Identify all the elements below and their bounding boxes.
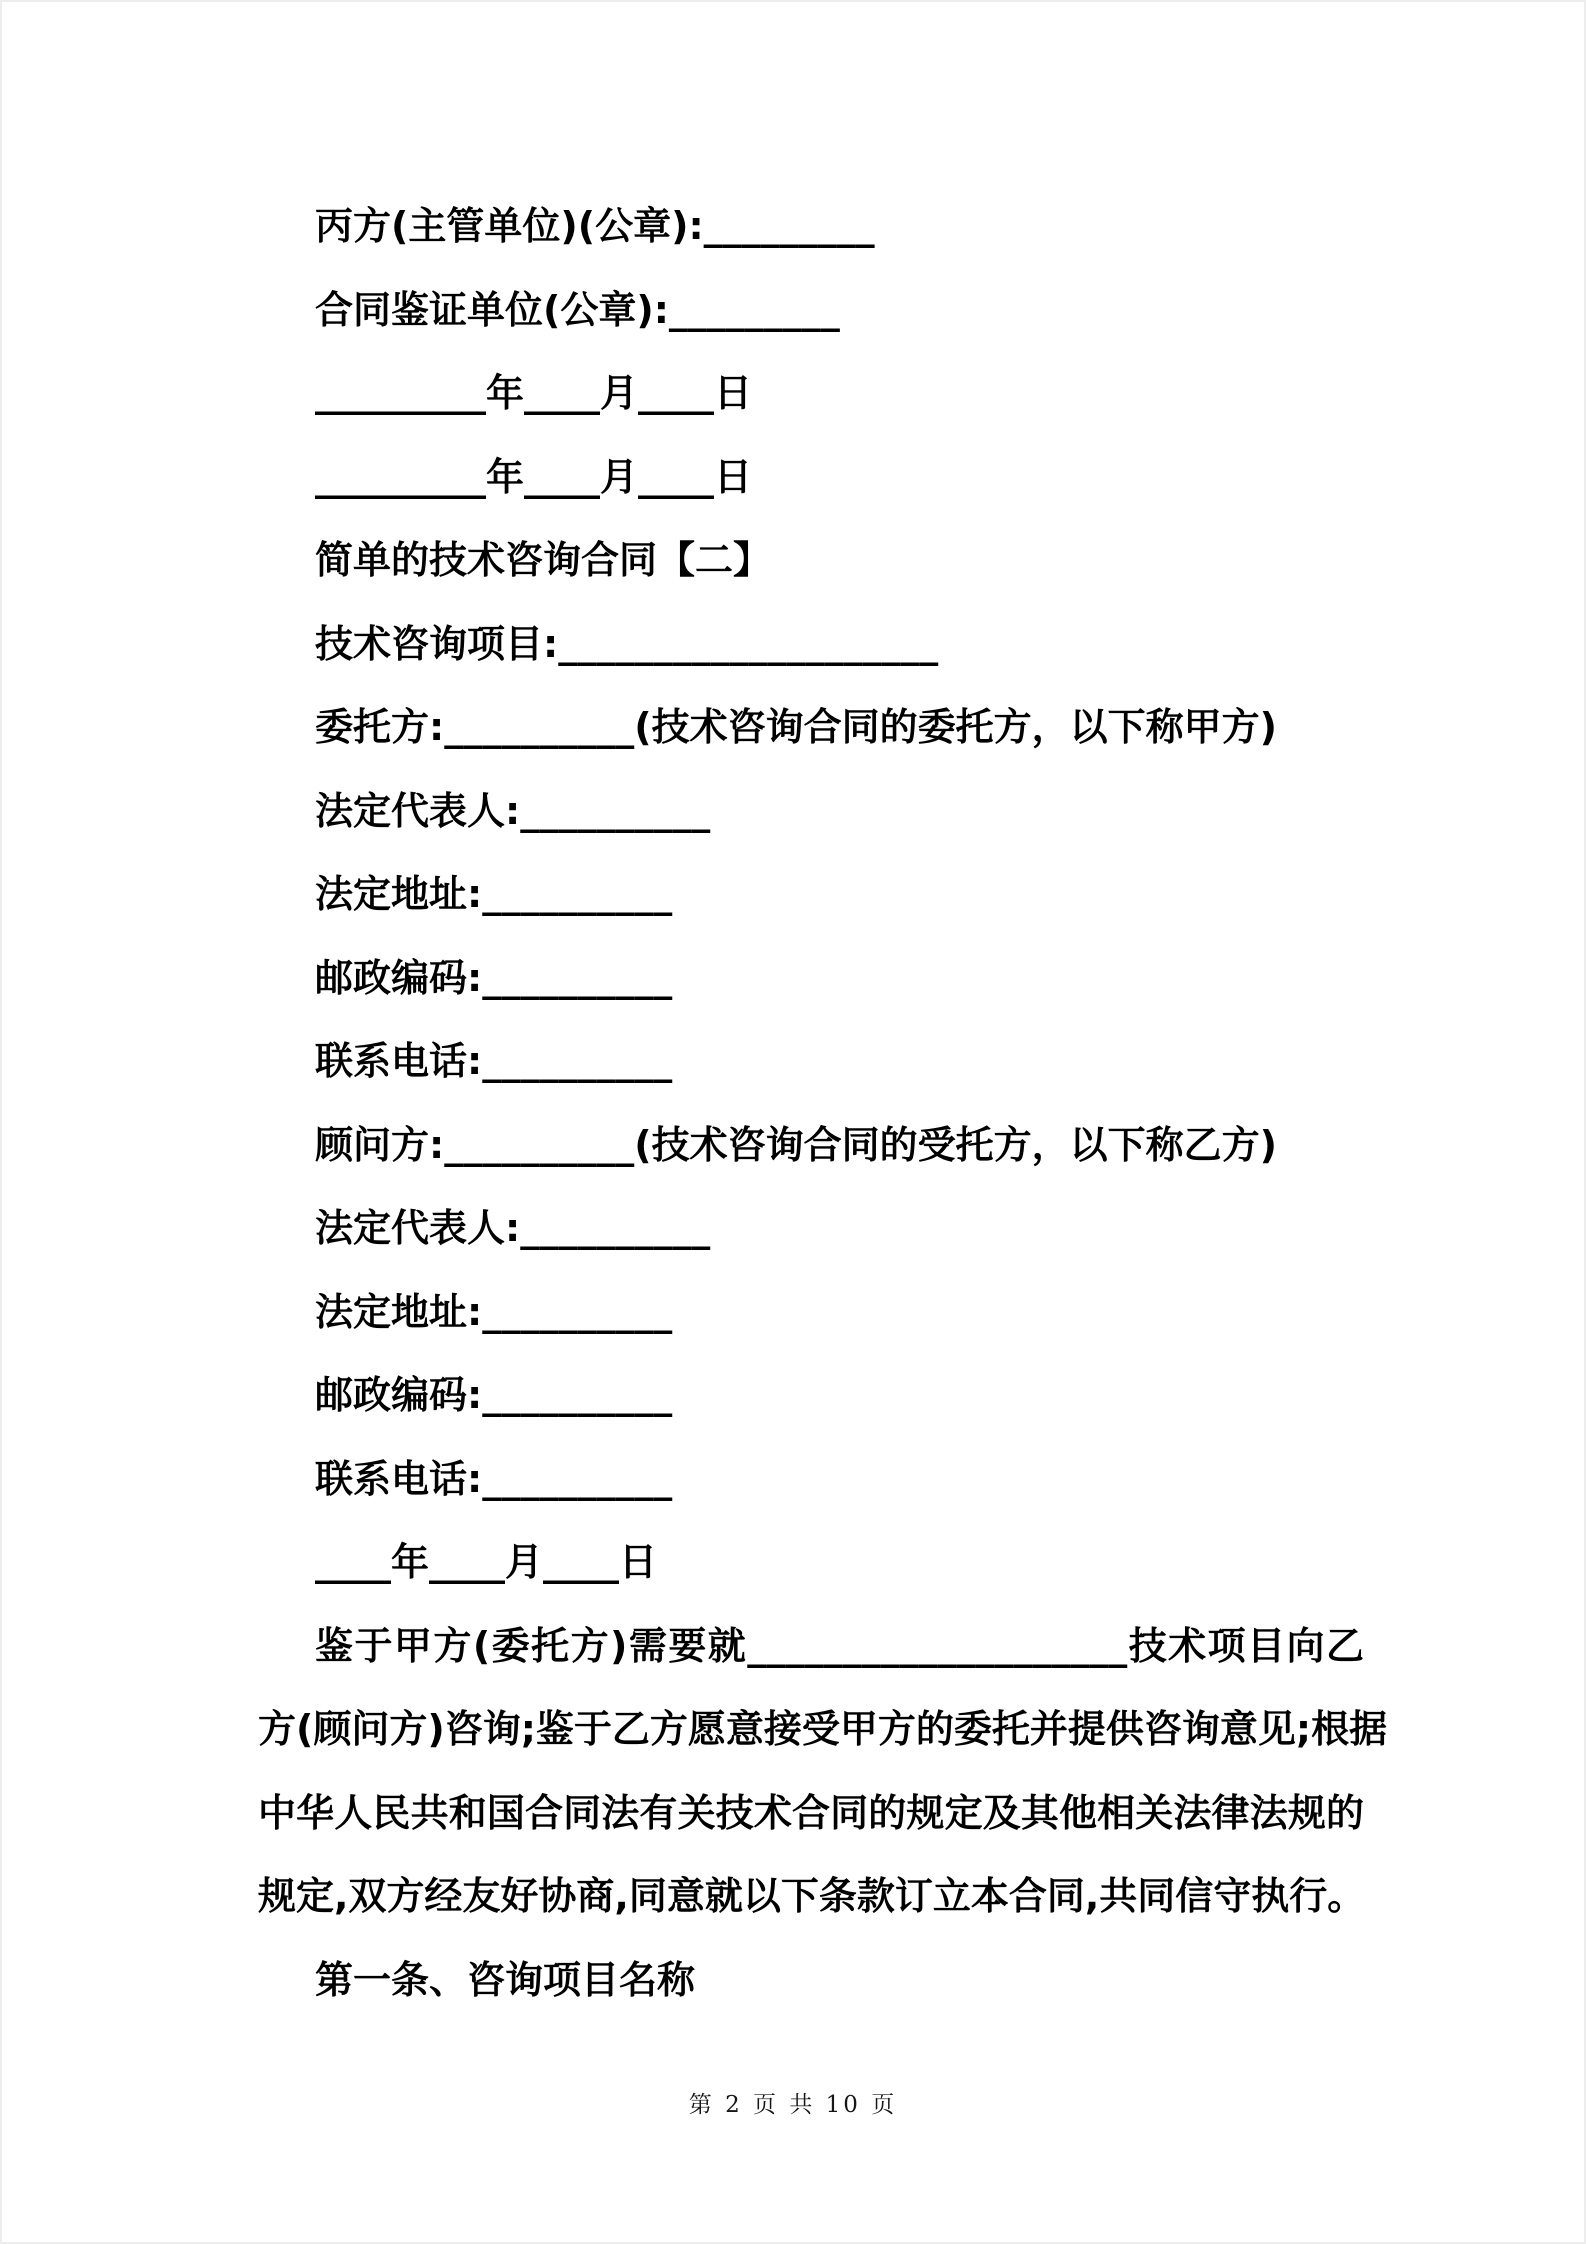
line-postal-code-a: 邮政编码:__________ xyxy=(315,955,673,1000)
line-legal-address-a: 法定地址:__________ xyxy=(315,872,673,916)
line-postal-code-b: 邮政编码:__________ xyxy=(315,1373,673,1417)
line-attestation-unit-seal: 合同鉴证单位(公章):_________ xyxy=(315,287,840,332)
line-party-c-seal: 丙方(主管单位)(公章):_________ xyxy=(315,204,875,248)
line-phone-a: 联系电话:__________ xyxy=(315,1039,673,1083)
recital-paragraph-line-3: 中华人民共和国合同法有关技术合同的规定及其他相关法律法规的 xyxy=(258,1790,1364,1835)
line-date-blank-3: ____年____月____日 xyxy=(315,1540,658,1584)
recital-paragraph-line-2: 方(顾问方)咨询;鉴于乙方愿意接受甲方的委托并提供咨询意见;根据 xyxy=(258,1707,1388,1751)
line-phone-b: 联系电话:__________ xyxy=(315,1456,673,1501)
section-title: 简单的技术咨询合同【二】 xyxy=(315,538,772,582)
recital-paragraph-line-4: 规定,双方经友好协商,同意就以下条款订立本合同,共同信守执行。 xyxy=(258,1874,1366,1918)
line-legal-representative-b: 法定代表人:__________ xyxy=(315,1206,711,1250)
line-consulting-project-name: 技术咨询项目:____________________ xyxy=(315,621,939,666)
line-legal-representative-a: 法定代表人:__________ xyxy=(315,788,711,833)
recital-paragraph-line-1: 鉴于甲方(委托方)需要就____________________技术项目向乙 xyxy=(315,1623,1364,1668)
line-client-party: 委托方:__________(技术咨询合同的委托方，以下称甲方) xyxy=(315,705,1277,749)
line-date-blank-1: _________年____月____日 xyxy=(315,371,753,415)
contract-document-page xyxy=(258,185,1388,2022)
page-number-footer: 第 2 页 共 10 页 xyxy=(688,2092,898,2118)
line-consultant-party: 顾问方:__________(技术咨询合同的受托方，以下称乙方) xyxy=(315,1122,1277,1167)
line-legal-address-b: 法定地址:__________ xyxy=(315,1289,673,1334)
clause-1-heading: 第一条、咨询项目名称 xyxy=(315,1957,696,2002)
line-date-blank-2: _________年____月____日 xyxy=(315,454,753,499)
